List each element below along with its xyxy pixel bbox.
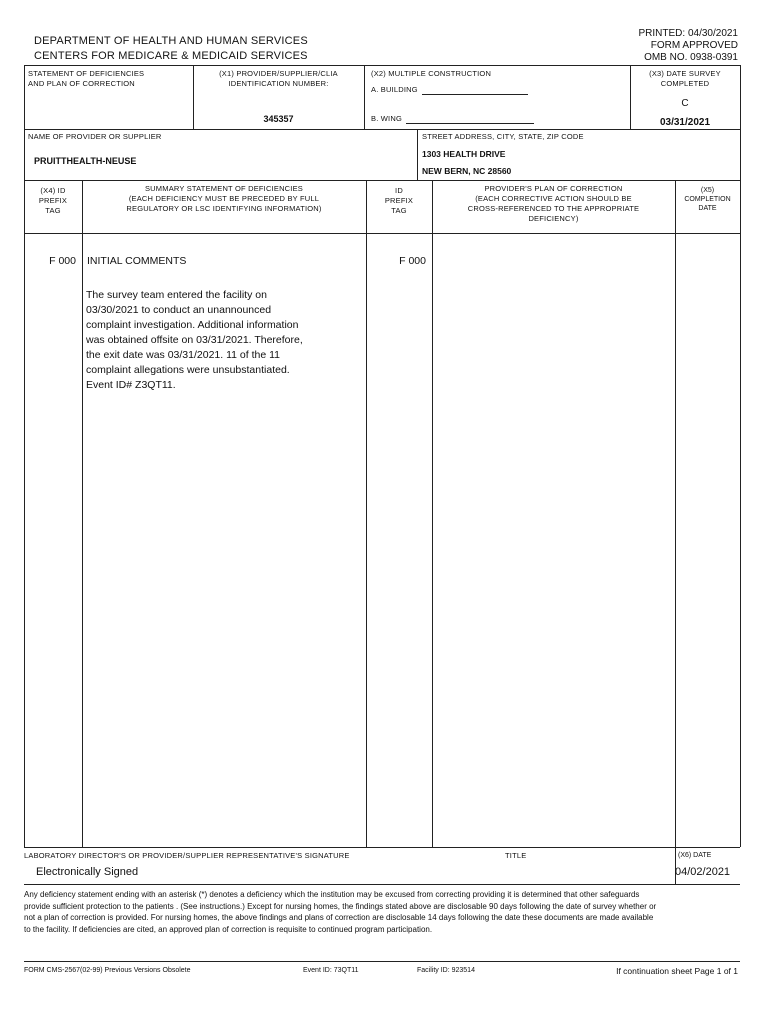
rule [740,65,741,847]
wing-label: B. WING [371,114,402,123]
street-address: 1303 HEALTH DRIVE [422,149,506,159]
signature-date: 04/02/2021 [675,866,731,878]
rule [24,233,740,234]
rule [24,65,25,847]
rule [366,180,367,847]
statement-label: STATEMENT OF DEFICIENCIES AND PLAN OF CORRECTION [28,69,145,88]
city-state-zip: NEW BERN, NC 28560 [422,166,512,176]
wing-field [371,114,534,124]
summary-header: SUMMARY STATEMENT OF DEFICIENCIES (EACH DEFICIENCY MUST BE PRECEDED BY FULL REGULATORY OR LSC IDENTIFYING INFORMATION) [126,184,322,213]
rule [364,65,365,129]
provider-id-number: 345357 [263,114,294,124]
form-header-right [560,28,738,64]
form-number: FORM CMS-2567(02-99) Previous Versions Obsolete [24,967,191,974]
id-prefix-header: ID PREFIX TAG [384,186,414,215]
printed-date: PRINTED: 04/30/2021 [638,28,738,39]
building-blank [422,86,528,95]
x4-header: (X4) ID PREFIX TAG [38,186,68,215]
disclaimer-text: Any deficiency statement ending with an asterisk (*) denotes a deficiency which the institution may be excused from correcting providing it is determined that other safeguards provide sufficient protection to the patients . (See instructions.) Except for nursing homes, the findings stated above are disclosable 90 days following the date of survey whether or not a plan of correction is provided. For nursing homes, the above findings and plans of correction are disclosable 14 days following the date these documents are made available to the facility. If deficiencies are cited, an approved plan of correction is requisite to continued program participation. [24,890,657,934]
rule [24,961,740,962]
rule [82,180,83,847]
rule [24,180,740,181]
department-heading [34,34,308,64]
form-approved: FORM APPROVED [650,40,738,51]
facility-id: Facility ID: 923514 [417,967,475,974]
signature-label: LABORATORY DIRECTOR'S OR PROVIDER/SUPPLIER REPRESENTATIVE'S SIGNATURE [24,851,350,860]
provider-name-label: NAME OF PROVIDER OR SUPPLIER [28,132,162,141]
rule [675,180,676,847]
survey-date: 03/31/2021 [659,117,711,128]
omb-number: OMB NO. 0938-0391 [644,52,738,63]
rule [417,129,418,180]
x2-label: (X2) MULTIPLE CONSTRUCTION [371,69,492,78]
plan-header: PROVIDER'S PLAN OF CORRECTION (EACH CORRECTIVE ACTION SHOULD BE CROSS-REFERENCED TO THE APPROPRIATE DEFICIENCY) [467,184,640,223]
x1-label: (X1) PROVIDER/SUPPLIER/CLIA IDENTIFICATION NUMBER: [219,69,338,88]
entry-heading: INITIAL COMMENTS [87,255,187,267]
tag-left: F 000 [49,255,76,267]
signature-value: Electronically Signed [36,866,139,878]
rule [24,884,740,885]
continuation-sheet: If continuation sheet Page 1 of 1 [616,966,738,976]
rule [432,180,433,847]
rule [24,129,740,130]
rule [24,65,740,66]
survey-code: C [681,98,689,109]
provider-name: PRUITTHEALTH-NEUSE [34,156,137,166]
title-label: TITLE [505,851,527,860]
department-line-1: DEPARTMENT OF HEALTH AND HUMAN SERVICES [34,35,308,47]
tag-right: F 000 [399,255,426,267]
address-label: STREET ADDRESS, CITY, STATE, ZIP CODE [422,132,584,141]
building-field [371,85,528,95]
department-line-2: CENTERS FOR MEDICARE & MEDICAID SERVICES [34,50,308,62]
rule [24,847,740,848]
date-label: (X6) DATE [678,852,712,859]
x3-label: (X3) DATE SURVEY COMPLETED [649,69,721,88]
entry-body: The survey team entered the facility on 03/30/2021 to conduct an unannounced complaint investigation. Additional information was obtained offsite on 03/31/2021. Therefore, the exit date was 03/31/2021. 11 of the 11 complaint allegations were unsubstantiated. Event ID# Z3QT11. [86,289,303,391]
event-id: Event ID: 73QT11 [303,967,359,974]
wing-blank [406,115,534,124]
x5-header: (X5) COMPLETION DATE [684,187,731,212]
building-label: A. BUILDING [371,85,418,94]
